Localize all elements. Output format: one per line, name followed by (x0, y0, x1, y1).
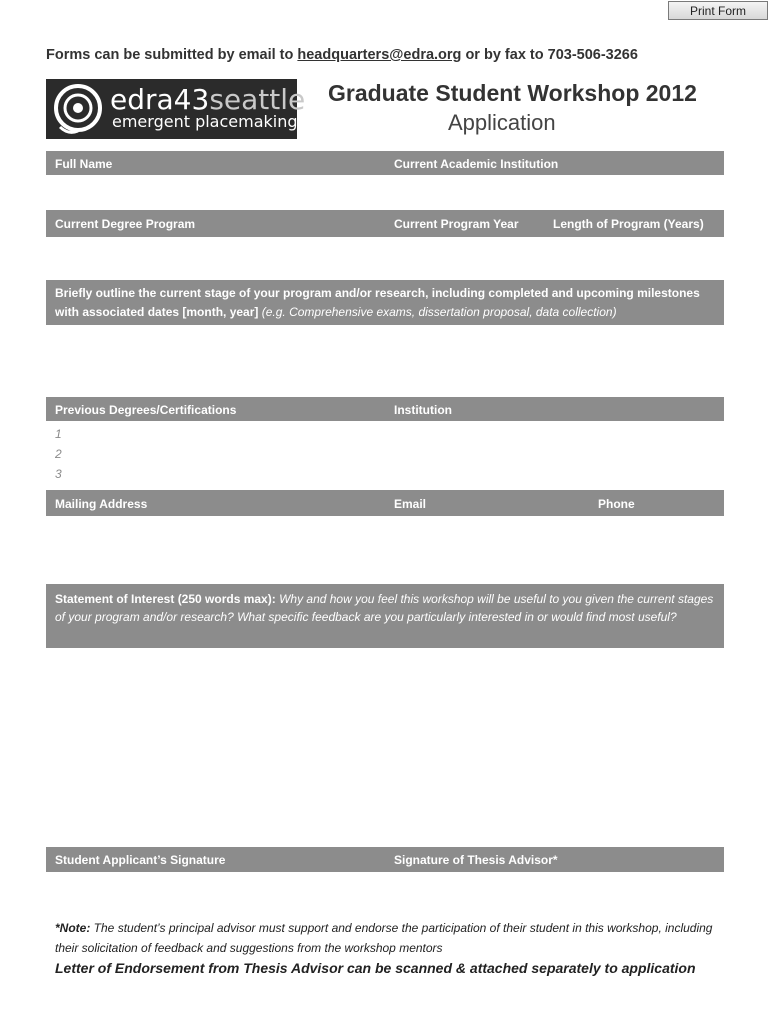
previous-degrees-field[interactable] (66, 424, 384, 484)
current-institution-label: Current Academic Institution (394, 157, 559, 171)
mailing-address-field[interactable] (46, 517, 386, 581)
section-bar-stage (46, 280, 724, 325)
stage-field[interactable] (46, 326, 724, 394)
statement-hint: Why and how you feel this workshop will be useful to you given the current stages of your program and/or research? What specific feedback are you particularly interested in or would find most useful? (55, 592, 714, 624)
stage-instructions (55, 284, 714, 322)
stage-label: Briefly outline the current stage of your program and/or research, including completed and upcoming milestones with associated dates [month, year] (55, 286, 700, 319)
mailing-address-label: Mailing Address (55, 497, 148, 511)
degree-number-2: 2 (55, 447, 62, 461)
program-length-field[interactable] (540, 238, 724, 278)
program-year-label: Current Program Year (394, 217, 519, 231)
degree-number-3: 3 (55, 467, 62, 481)
submit-suffix: or by fax to 703-506-3266 (461, 47, 638, 63)
program-length-label: Length of Program (Years) (553, 217, 704, 231)
phone-field[interactable] (548, 517, 724, 581)
page-title: Graduate Student Workshop 2012 (328, 80, 697, 106)
note-label: *Note: (55, 921, 91, 935)
previous-degrees-label: Previous Degrees/Certifications (55, 403, 237, 417)
section-bar-program (46, 210, 724, 237)
section-bar-name (46, 151, 724, 175)
logo-line-2: emergent placemaking (112, 112, 298, 131)
section-bar-degrees (46, 397, 724, 421)
submission-instructions (46, 47, 638, 63)
edra-logo (46, 79, 306, 139)
stage-hint: (e.g. Comprehensive exams, dissertation proposal, data collection) (258, 305, 617, 319)
logo-edra-text: edra43 (110, 83, 210, 116)
program-year-field[interactable] (386, 238, 536, 278)
advisor-signature-label: Signature of Thesis Advisor* (394, 853, 558, 867)
institution-label: Institution (394, 403, 452, 417)
degree-program-field[interactable] (46, 238, 386, 278)
note-text: The student’s principal advisor must support and endorse the participation of their student in this workshop, including their solicitation of feedback and suggestions from the workshop mentors (55, 921, 713, 955)
phone-label: Phone (598, 497, 635, 511)
applicant-signature-field[interactable] (46, 873, 386, 911)
full-name-label: Full Name (55, 157, 113, 171)
submit-prefix: Forms can be submitted by email to (46, 47, 298, 63)
logo-line-1 (110, 85, 305, 115)
current-institution-field[interactable] (386, 176, 724, 208)
section-bar-signatures (46, 847, 724, 872)
full-name-field[interactable] (46, 176, 386, 208)
logo-seattle-text: seattle (209, 83, 306, 116)
submit-email-link[interactable]: headquarters@edra.org (297, 47, 462, 63)
email-label: Email (394, 497, 427, 511)
statement-label: Statement of Interest (250 words max): (55, 592, 276, 606)
print-form-button[interactable]: Print Form (668, 1, 768, 20)
statement-instructions (55, 590, 714, 626)
statement-field[interactable] (46, 650, 724, 844)
endorsement-letter-note: Letter of Endorsement from Thesis Advisor can be scanned & attached separately to application (55, 960, 696, 976)
degree-number-1: 1 (55, 427, 62, 441)
degree-program-label: Current Degree Program (55, 217, 196, 231)
email-field[interactable] (386, 517, 546, 581)
advisor-signature-field[interactable] (386, 873, 724, 911)
applicant-signature-label: Student Applicant’s Signature (55, 853, 226, 867)
section-bar-statement (46, 584, 724, 648)
section-bar-contact (46, 490, 724, 516)
page-subtitle: Application (448, 110, 556, 135)
degree-institution-field[interactable] (386, 424, 724, 484)
advisor-note (55, 918, 720, 958)
